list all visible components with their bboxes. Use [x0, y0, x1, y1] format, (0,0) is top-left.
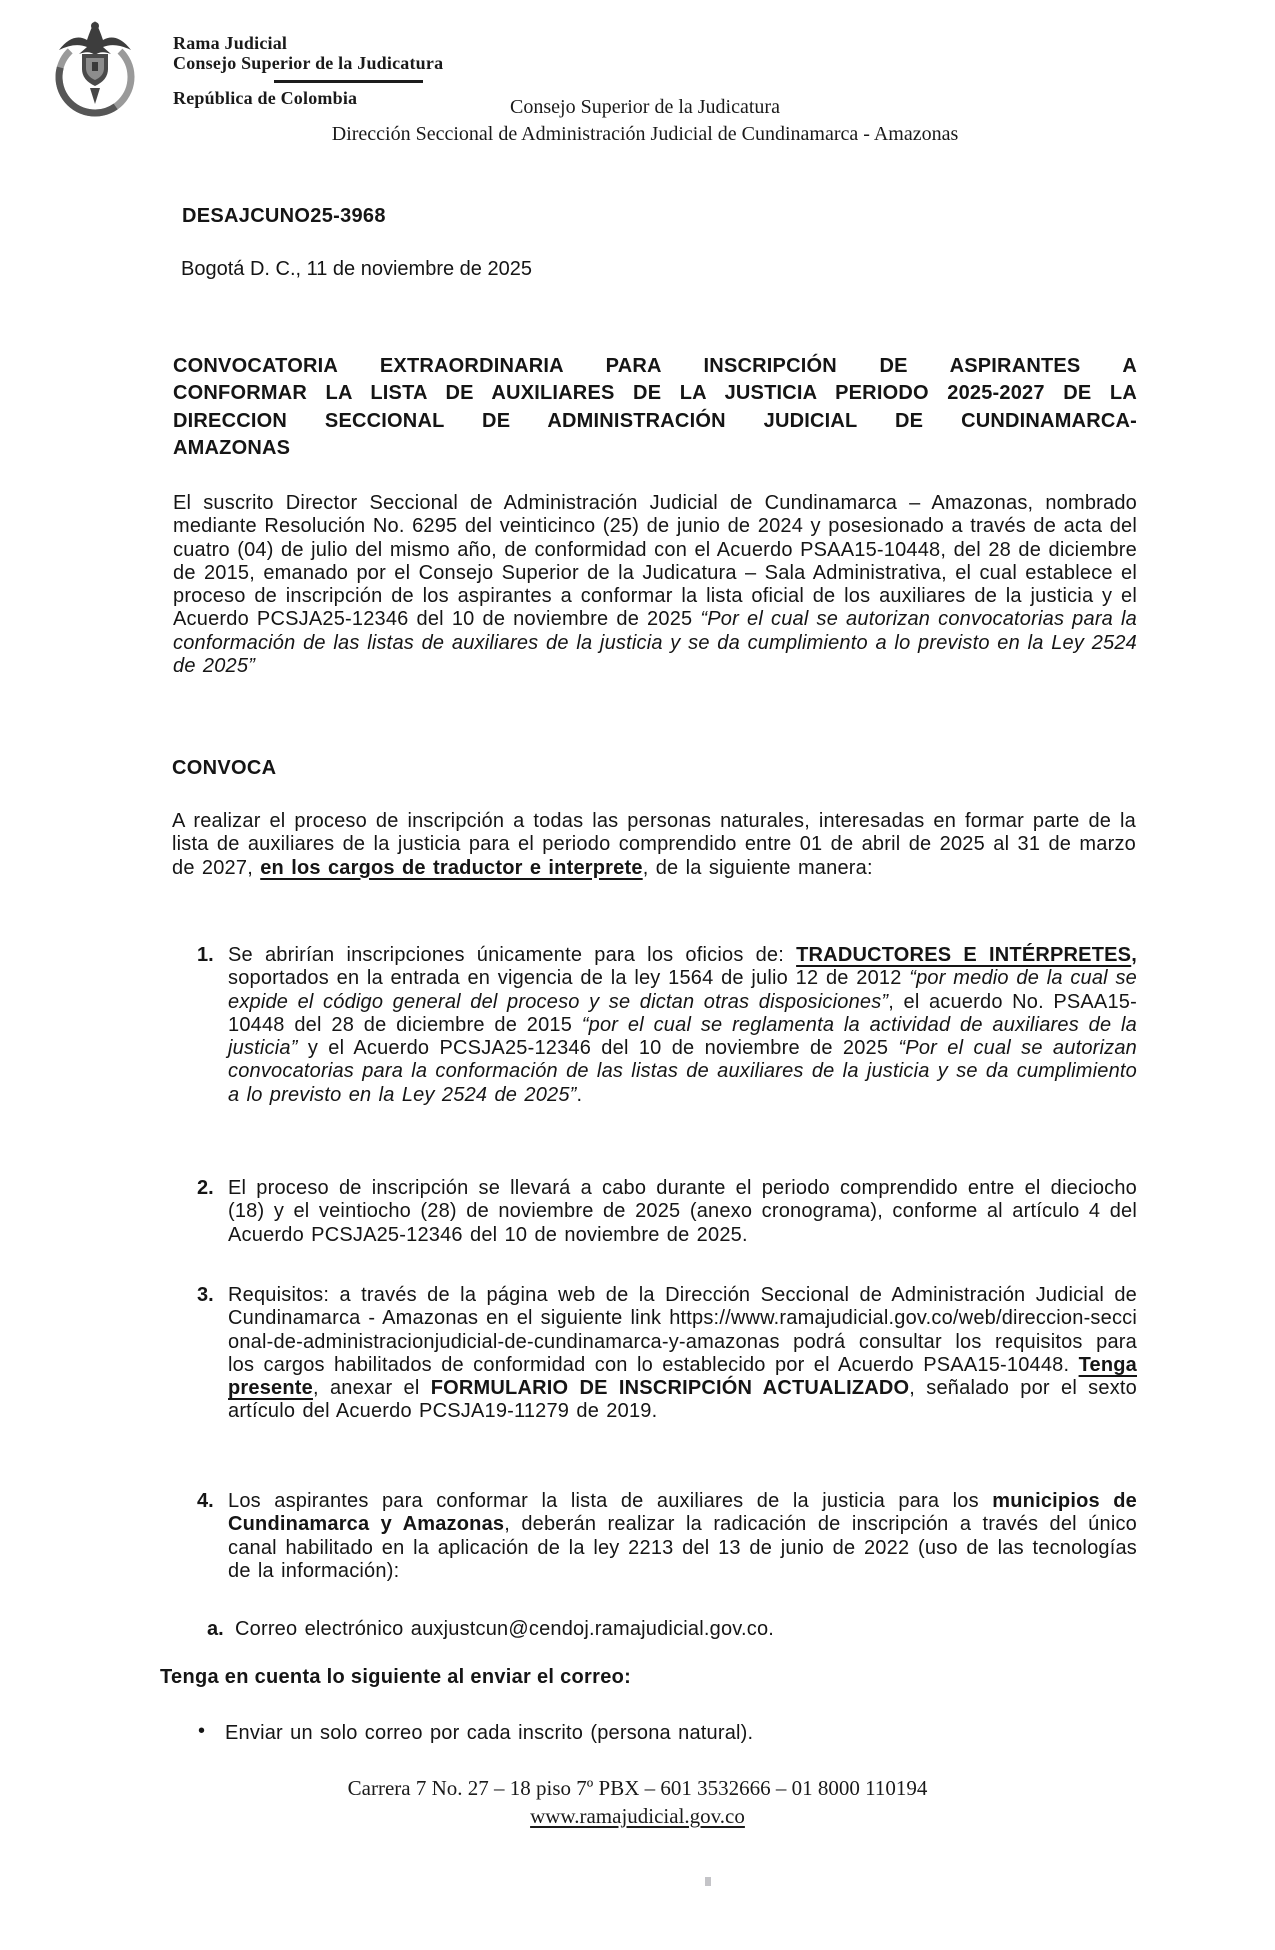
- brand-line-rama-judicial: Rama Judicial: [173, 33, 288, 53]
- title-line: CONFORMAR LA LISTA DE AUXILIARES DE LA JUSTICIA PERIODO 2025-2027 DE LA: [173, 382, 1137, 405]
- footer-website-link: www.ramajudicial.gov.co: [530, 1804, 745, 1828]
- convoca-heading: CONVOCA: [172, 757, 277, 779]
- list-item-3: [197, 1284, 1137, 1424]
- bullet-item: [198, 1720, 1125, 1745]
- item-letter: a.: [207, 1618, 224, 1640]
- reference-number: DESAJCUNO25-3968: [182, 205, 386, 227]
- coat-of-arms-icon: [53, 14, 137, 122]
- scan-artifact: [705, 1877, 711, 1886]
- brand-divider: [274, 80, 423, 83]
- list-item-1: [197, 944, 1138, 1107]
- list-item-4: [197, 1490, 1137, 1583]
- note-heading: Tenga en cuenta lo siguiente al enviar el correo:: [160, 1666, 632, 1688]
- date-line: Bogotá D. C., 11 de noviembre de 2025: [181, 258, 532, 280]
- list-item-2: [197, 1177, 1137, 1247]
- item-text: Se abrirían inscripciones únicamente para los oficios de: TRADUCTORES E INTÉRPRETES, soportados en la entrada en vigencia de la ley 1564 de julio 12 de 2012 “por medio de la cual se expide el código general del proceso y se dictan otras disposiciones”, el acuerdo No. PSAA15-10448 del 28 de diciembre de 2015 “por el cual se reglamenta la actividad de auxiliares de la justicia” y el Acuerdo PCSJA25-12346 del 10 de noviembre de 2025 “Por el cual se autorizan convocatorias para la conformación de las listas de auxiliares de la justicia y se da cumplimiento a lo previsto en la Ley 2524 de 2025”.: [228, 944, 1138, 1106]
- item-text: El proceso de inscripción se llevará a cabo durante el periodo comprendido entre el dieciocho (18) y el veintiocho (28) de noviembre de 2025 (anexo cronograma), conforme al artículo 4 del Acuerdo PCSJA25-12346 del 10 de noviembre de 2025.: [228, 1177, 1137, 1246]
- bullet-icon: •: [198, 1720, 206, 1742]
- document-title: [173, 353, 1137, 463]
- item-text: Los aspirantes para conformar la lista de auxiliares de la justicia para los municipios de Cundinamarca y Amazonas, deberán realizar la radicación de inscripción a través del único canal habilitado en la aplicación de la ley 2213 del 13 de junio de 2022 (uso de las tecnologías de la información):: [228, 1490, 1137, 1582]
- item-number: 2.: [197, 1177, 214, 1199]
- bullet-text: Enviar un solo correo por cada inscrito (persona natural).: [225, 1722, 754, 1744]
- item-number: 1.: [197, 944, 214, 966]
- sub-item-text: Correo electrónico auxjustcun@cendoj.ramajudicial.gov.co.: [235, 1618, 775, 1640]
- footer-address: Carrera 7 No. 27 – 18 piso 7º PBX – 601 3532666 – 01 8000 110194: [347, 1776, 928, 1800]
- header-entity-line: Consejo Superior de la Judicatura: [510, 96, 780, 118]
- brand-line-republica: República de Colombia: [173, 88, 358, 108]
- header-direction-line: Dirección Seccional de Administración Judicial de Cundinamarca - Amazonas: [331, 123, 959, 145]
- footer-website: [0, 1804, 1275, 1829]
- title-line: AMAZONAS: [173, 437, 291, 460]
- brand-line-consejo: Consejo Superior de la Judicatura: [173, 53, 444, 73]
- title-line: CONVOCATORIA EXTRAORDINARIA PARA INSCRIPCIÓN DE ASPIRANTES A: [173, 355, 1137, 377]
- title-line: DIRECCION SECCIONAL DE ADMINISTRACIÓN JUDICIAL DE CUNDINAMARCA-: [173, 409, 1137, 432]
- convoca-paragraph: A realizar el proceso de inscripción a todas las personas naturales, interesadas en formar parte de la lista de auxiliares de la justicia para el periodo comprendido entre 01 de abril de 2025 al 31 de marzo de 2027, en los cargos de traductor e interprete, de la siguiente manera:: [172, 810, 1136, 879]
- intro-paragraph: El suscrito Director Seccional de Administración Judicial de Cundinamarca – Amazonas, nombrado mediante Resolución No. 6295 del veinticinco (25) de junio de 2024 y posesionado a través de acta del cuatro (04) de julio del mismo año, de conformidad con el Acuerdo PSAA15-10448, del 28 de diciembre de 2015, emanado por el Consejo Superior de la Judicatura – Sala Administrativa, el cual establece el proceso de inscripción de los aspirantes a conformar la lista oficial de los auxiliares de la justicia y el Acuerdo PCSJA25-12346 del 10 de noviembre de 2025 “Por el cual se autorizan convocatorias para la conformación de las listas de auxiliares de la justicia y se da cumplimiento a lo previsto en la Ley 2524 de 2025”: [173, 492, 1137, 678]
- item-text: Requisitos: a través de la página web de la Dirección Seccional de Administración Judicial de Cundinamarca - Amazonas en el siguiente link https://www.ramajudicial.gov.co/web/direccion-seccional-de-administracionjudicial-de-cundinamarca-y-amazonas podrá consultar los requisitos para los cargos habilitados de conformidad con lo establecido por el Acuerdo PSAA15-10448. Tenga presente, anexar el FORMULARIO DE INSCRIPCIÓN ACTUALIZADO, señalado por el sexto artículo del Acuerdo PCSJA19-11279 de 2019.: [228, 1284, 1137, 1423]
- sub-item-a: [207, 1618, 1140, 1641]
- item-number: 3.: [197, 1284, 214, 1306]
- item-number: 4.: [197, 1490, 214, 1512]
